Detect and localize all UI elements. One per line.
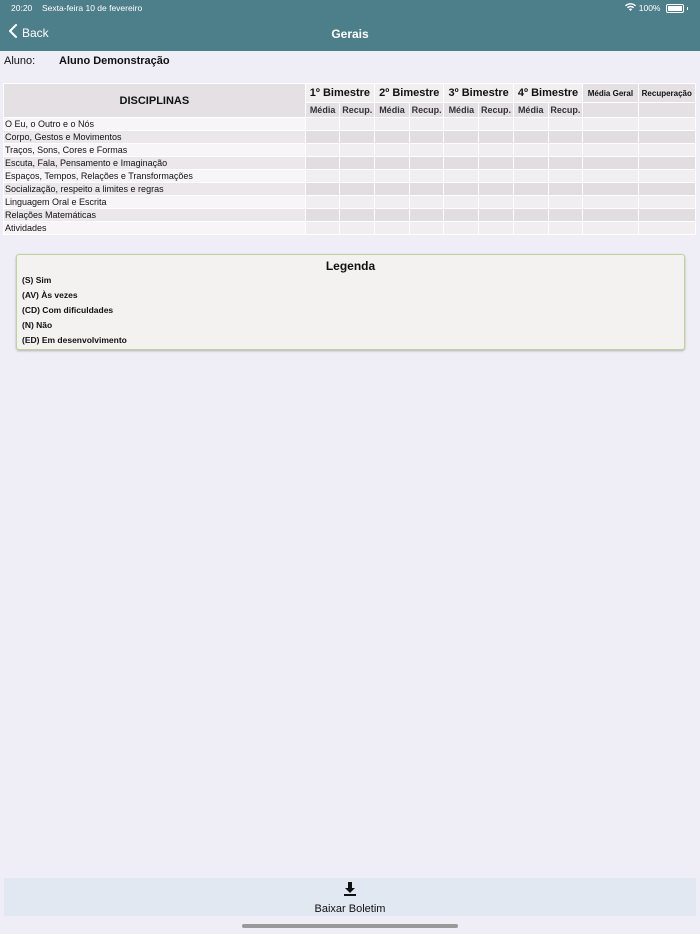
table-row — [4, 157, 696, 170]
grade-cell — [548, 157, 583, 170]
grade-cell — [409, 196, 444, 209]
grade-cell — [409, 183, 444, 196]
grade-cell — [513, 222, 548, 235]
subheader-recup: Recup. — [409, 103, 444, 118]
grade-cell — [548, 183, 583, 196]
grade-cell — [583, 196, 638, 209]
grade-cell — [305, 170, 340, 183]
battery-percent: 100% — [638, 3, 661, 13]
grade-cell — [340, 118, 375, 131]
student-info — [4, 55, 170, 67]
grade-cell — [638, 118, 695, 131]
table-row — [4, 222, 696, 235]
status-date: Sexta-feira 10 de fevereiro — [42, 3, 143, 13]
legend-box — [16, 254, 685, 350]
grade-cell — [513, 131, 548, 144]
discipline-name: Socialização, respeito a limites e regras — [4, 183, 306, 196]
table-row — [4, 170, 696, 183]
grade-cell — [583, 209, 638, 222]
grade-cell — [375, 144, 410, 157]
grade-cell — [375, 131, 410, 144]
grade-cell — [638, 196, 695, 209]
discipline-name: Linguagem Oral e Escrita — [4, 196, 306, 209]
page-title: Gerais — [331, 27, 369, 41]
status-indicators — [625, 3, 688, 13]
grade-cell — [375, 157, 410, 170]
discipline-name: Espaços, Tempos, Relações e Transformações — [4, 170, 306, 183]
grade-cell — [409, 209, 444, 222]
subheader-media: Média — [444, 103, 479, 118]
grade-cell — [479, 209, 514, 222]
discipline-name: Atividades — [4, 222, 306, 235]
grade-cell — [375, 170, 410, 183]
grade-cell — [340, 131, 375, 144]
grade-cell — [340, 196, 375, 209]
battery-tip — [687, 7, 689, 10]
grade-cell — [638, 144, 695, 157]
subheader-recup: Recup. — [548, 103, 583, 118]
grades-table — [3, 83, 696, 235]
subheader-media: Média — [375, 103, 410, 118]
header-bimestre-2: 2º Bimestre — [375, 84, 444, 103]
grade-cell — [409, 222, 444, 235]
grade-cell — [444, 183, 479, 196]
discipline-name: Relações Matemáticas — [4, 209, 306, 222]
grade-cell — [340, 157, 375, 170]
legend-item: (ED) Em desenvolvimento — [22, 335, 127, 345]
grade-cell — [583, 157, 638, 170]
battery-icon — [666, 4, 684, 13]
header-disciplinas: DISCIPLINAS — [4, 84, 306, 118]
grade-cell — [513, 183, 548, 196]
grade-cell — [305, 183, 340, 196]
table-row — [4, 183, 696, 196]
grade-cell — [305, 144, 340, 157]
grade-cell — [305, 131, 340, 144]
grade-cell — [479, 170, 514, 183]
grade-cell — [479, 118, 514, 131]
grade-cell — [638, 222, 695, 235]
grade-cell — [513, 118, 548, 131]
table-row — [4, 196, 696, 209]
grade-cell — [513, 157, 548, 170]
grade-cell — [479, 131, 514, 144]
grade-cell — [340, 144, 375, 157]
legend-item: (AV) Às vezes — [22, 290, 78, 300]
grade-cell — [375, 118, 410, 131]
table-row — [4, 144, 696, 157]
subheader-media: Média — [513, 103, 548, 118]
grade-cell — [583, 144, 638, 157]
grade-cell — [638, 157, 695, 170]
grade-cell — [444, 222, 479, 235]
student-name: Aluno Demonstração — [59, 55, 170, 67]
discipline-name: O Eu, o Outro e o Nós — [4, 118, 306, 131]
back-label: Back — [22, 25, 49, 40]
grade-cell — [444, 209, 479, 222]
subheader-recup: Recup. — [340, 103, 375, 118]
table-row — [4, 131, 696, 144]
grade-cell — [409, 131, 444, 144]
grade-cell — [375, 183, 410, 196]
navigation-bar — [0, 0, 700, 51]
subheader-media: Média — [305, 103, 340, 118]
grade-cell — [479, 196, 514, 209]
grade-cell — [444, 144, 479, 157]
grade-cell — [305, 157, 340, 170]
grade-cell — [479, 144, 514, 157]
grade-cell — [638, 183, 695, 196]
grade-cell — [479, 183, 514, 196]
legend-title: Legenda — [325, 259, 376, 273]
grade-cell — [583, 170, 638, 183]
grade-cell — [583, 131, 638, 144]
grade-cell — [305, 209, 340, 222]
grade-cell — [548, 118, 583, 131]
grade-cell — [583, 222, 638, 235]
grade-cell — [513, 144, 548, 157]
grade-cell — [513, 209, 548, 222]
grade-cell — [444, 196, 479, 209]
grade-cell — [340, 222, 375, 235]
grades-body — [4, 118, 696, 235]
grade-cell — [444, 157, 479, 170]
grade-cell — [340, 183, 375, 196]
grade-cell — [409, 144, 444, 157]
grade-cell — [638, 170, 695, 183]
grade-cell — [305, 196, 340, 209]
grade-cell — [444, 170, 479, 183]
grade-cell — [583, 118, 638, 131]
header-bimestre-4: 4º Bimestre — [513, 84, 582, 103]
discipline-name: Traços, Sons, Cores e Formas — [4, 144, 306, 157]
grade-cell — [548, 131, 583, 144]
grade-cell — [479, 157, 514, 170]
subheader-recup: Recup. — [479, 103, 514, 118]
header-bimestre-3: 3º Bimestre — [444, 84, 513, 103]
home-indicator[interactable] — [242, 924, 458, 928]
grade-cell — [548, 222, 583, 235]
discipline-name: Corpo, Gestos e Movimentos — [4, 131, 306, 144]
grade-cell — [548, 170, 583, 183]
legend-item: (N) Não — [22, 320, 53, 330]
grade-cell — [638, 131, 695, 144]
grade-cell — [479, 222, 514, 235]
subheader-empty — [638, 103, 695, 118]
grade-cell — [340, 170, 375, 183]
download-report-button[interactable] — [4, 878, 696, 916]
header-recuperacao: Recuperação — [638, 84, 695, 103]
download-icon — [343, 882, 357, 896]
grade-cell — [444, 118, 479, 131]
download-label: Baixar Boletim — [314, 903, 386, 915]
subheader-empty — [583, 103, 638, 118]
status-time: 20:20 — [11, 3, 33, 13]
wifi-icon — [625, 3, 636, 13]
grade-cell — [548, 209, 583, 222]
grade-cell — [375, 196, 410, 209]
grade-cell — [409, 170, 444, 183]
header-bimestre-1: 1º Bimestre — [305, 84, 374, 103]
legend-item: (S) Sim — [22, 275, 52, 285]
grade-cell — [583, 183, 638, 196]
table-row — [4, 118, 696, 131]
grade-cell — [513, 170, 548, 183]
legend-item: (CD) Com dificuldades — [22, 305, 114, 315]
student-label: Aluno: — [4, 55, 36, 67]
grade-cell — [548, 144, 583, 157]
grade-cell — [444, 131, 479, 144]
table-row — [4, 209, 696, 222]
grade-cell — [375, 222, 410, 235]
header-media-geral: Média Geral — [583, 84, 638, 103]
grade-cell — [375, 209, 410, 222]
grade-cell — [638, 209, 695, 222]
grade-cell — [305, 118, 340, 131]
grade-cell — [513, 196, 548, 209]
discipline-name: Escuta, Fala, Pensamento e Imaginação — [4, 157, 306, 170]
grade-cell — [409, 157, 444, 170]
grade-cell — [340, 209, 375, 222]
grade-cell — [409, 118, 444, 131]
grade-cell — [548, 196, 583, 209]
grade-cell — [305, 222, 340, 235]
